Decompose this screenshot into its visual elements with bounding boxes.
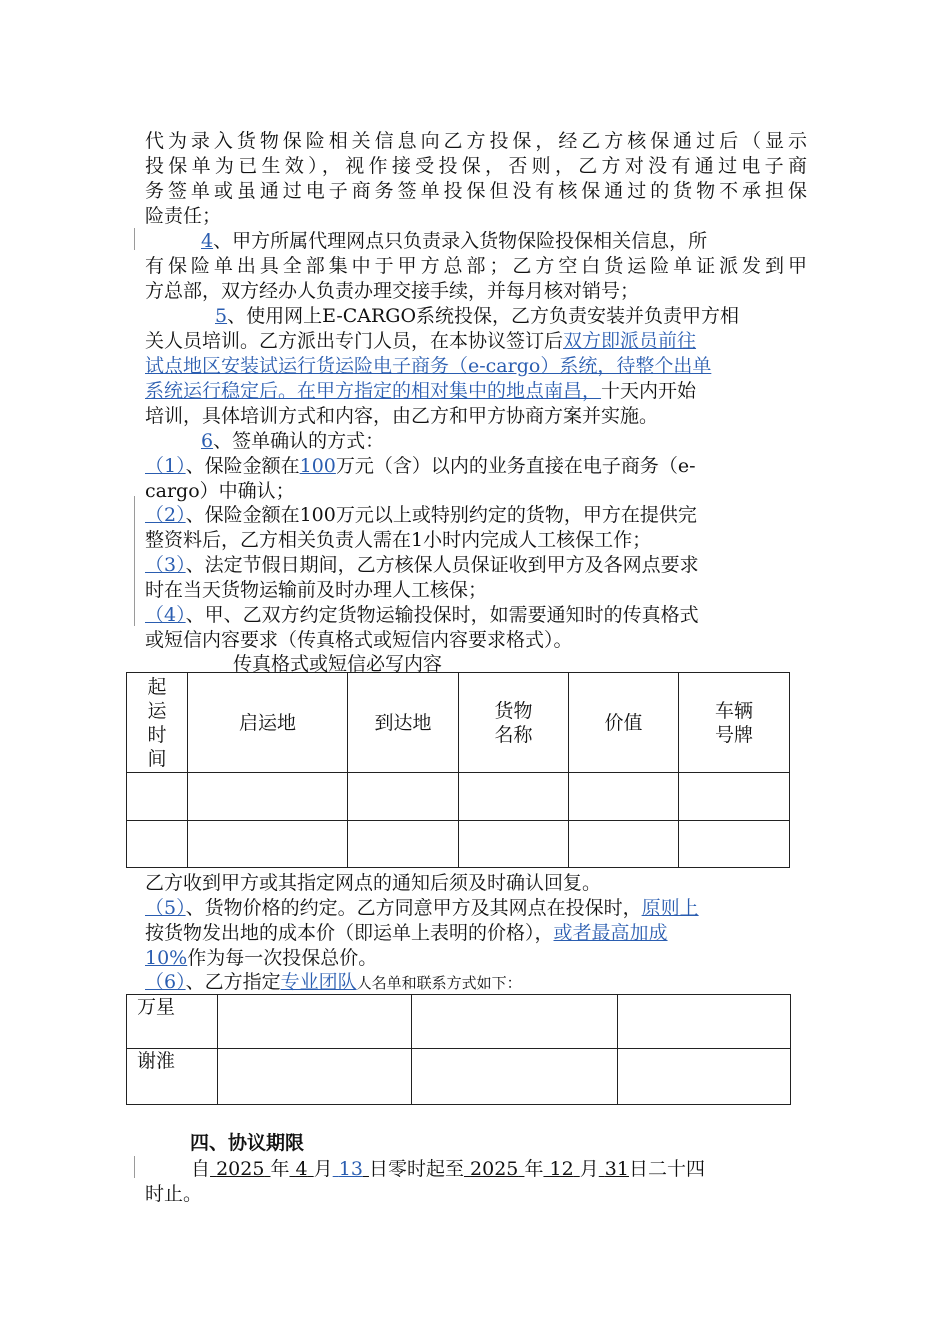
revised-text: 100 [299, 455, 336, 477]
sub-item-text: 按货物发出地的成本价（即运单上表明的价格）， [145, 922, 554, 944]
sub-item-4-line [145, 603, 807, 627]
sub-item-text: 人名单和联系方式如下： [356, 974, 522, 992]
table-cell [412, 1049, 618, 1105]
para-line: 投保单为已生效），视作接受投保，否则，乙方对没有通过电子商 [145, 155, 807, 177]
sub-item-number: （2） [145, 504, 186, 526]
header-cell: 启运地 [188, 673, 348, 773]
clause-5-number: 5 [215, 305, 228, 327]
term-text: 年 [270, 1158, 290, 1180]
term-line: 时止。 [145, 1183, 203, 1205]
sub-item-2-line: 整资料后，乙方相关负责人需在1小时内完成人工核保工作； [145, 529, 652, 551]
table-cell [679, 821, 790, 868]
sub-item-6-line [145, 970, 807, 995]
clause-5-text: 十天内开始 [601, 380, 697, 402]
header-cell: 货物名称 [459, 673, 569, 773]
clause-5-line: 培训，具体培训方式和内容，由乙方和甲方协商方案并实施。 [145, 405, 659, 427]
clause-4-text: 、甲方所属代理网点只负责录入货物保险投保相关信息，所 [213, 230, 708, 252]
para-line: 代为录入货物保险相关信息向乙方投保，经乙方核保通过后（显示 [145, 130, 807, 152]
table-cell [618, 995, 791, 1049]
start-year: 2025 [216, 1158, 265, 1180]
table-header-row [127, 673, 790, 773]
sub-item-number: （4） [145, 604, 186, 626]
clause-5-text: 关人员培训。乙方派出专门人员，在本协议签订后 [145, 330, 564, 352]
header-cell: 车辆号牌 [679, 673, 790, 773]
revision-bar [134, 496, 135, 626]
para-line: 务签单或虽通过电子商务签单投保但没有核保通过的货物不承担保 [145, 180, 807, 202]
sub-item-text: 万元（含）以内的业务直接在电子商务（e- [335, 455, 696, 477]
para-line: 险责任； [145, 205, 222, 227]
term-line [145, 1157, 807, 1181]
team-contact-table [126, 994, 791, 1105]
table-cell [348, 773, 459, 821]
term-text: 月 [579, 1158, 599, 1180]
after-fax-text: 乙方收到甲方或其指定网点的通知后须及时确认回复。 [145, 872, 602, 894]
term-text: 日零时起至 [368, 1158, 464, 1180]
clause-6-text: 、签单确认的方式： [213, 430, 385, 452]
sub-item-text: 、保险金额在 [185, 455, 300, 477]
revised-text: 系统运行稳定后。在甲方指定的相对集中的地点南昌， [145, 380, 602, 402]
sub-item-5-line [145, 946, 807, 970]
revised-text: 专业团队 [280, 971, 357, 993]
sub-item-number: （3） [145, 554, 186, 576]
table-row [127, 1049, 791, 1105]
table-cell [348, 821, 459, 868]
revised-text: 10% [145, 947, 188, 969]
revised-text: 或者最高加成 [553, 922, 668, 944]
start-month: 4 [295, 1158, 308, 1180]
sub-item-text: 作为每一次投保总价。 [187, 947, 378, 969]
clause-5-line [145, 304, 807, 328]
sub-item-text: 、乙方指定 [185, 971, 281, 993]
table-cell [218, 995, 412, 1049]
table-cell [188, 773, 348, 821]
end-day: 31 [604, 1158, 629, 1180]
clause-5-line [145, 379, 807, 403]
term-text: 自 [191, 1158, 211, 1180]
header-cell: 到达地 [348, 673, 459, 773]
sub-item-4-line: 或短信内容要求（传真格式或短信内容要求格式）。 [145, 629, 573, 651]
table-row [127, 773, 790, 821]
table-cell [218, 1049, 412, 1105]
table-cell [569, 821, 679, 868]
sub-item-1-line: cargo）中确认； [145, 480, 295, 502]
clause-6-number: 6 [201, 430, 214, 452]
table-cell [412, 995, 618, 1049]
header-cell: 起运时间 [127, 673, 188, 773]
revision-bar [134, 1156, 135, 1178]
team-member-name: 谢淮 [127, 1049, 218, 1105]
term-text: 月 [313, 1158, 333, 1180]
clause-4-number: 4 [201, 230, 214, 252]
table-cell [459, 821, 569, 868]
header-cell: 价值 [569, 673, 679, 773]
sub-item-number: （6） [145, 971, 186, 993]
fax-format-table [126, 672, 790, 868]
start-day: 13 [338, 1158, 363, 1180]
revision-bar [134, 228, 135, 250]
table-cell [569, 773, 679, 821]
sub-item-3-line: 时在当天货物运输前及时办理人工核保； [145, 579, 488, 601]
fax-table-caption: 传真格式或短信必写内容 [233, 653, 443, 675]
revised-text: 原则上 [641, 897, 699, 919]
sub-item-1-line [145, 454, 807, 478]
sub-item-number: （5） [145, 897, 186, 919]
clause-5-line [145, 329, 807, 353]
end-month: 12 [549, 1158, 574, 1180]
sub-item-text: 、甲、乙双方约定货物运输投保时，如需要通知时的传真格式 [185, 604, 699, 626]
clause-6-line [145, 429, 807, 453]
sub-item-2-line [145, 503, 807, 527]
clause-5-text: 、使用网上E-CARGO系统投保，乙方负责安装并负责甲方相 [227, 305, 740, 327]
table-cell [127, 821, 188, 868]
table-cell [459, 773, 569, 821]
sub-item-text: 、法定节假日期间，乙方核保人员保证收到甲方及各网点要求 [185, 554, 699, 576]
sub-item-text: 、保险金额在100万元以上或特别约定的货物，甲方在提供完 [185, 504, 697, 526]
sub-item-5-line [145, 896, 807, 920]
revised-text: 试点地区安装试运行货运险电子商务（e-cargo）系统，待整个出单 [145, 355, 712, 377]
sub-item-3-line [145, 553, 807, 577]
term-text: 年 [524, 1158, 544, 1180]
sub-item-text: 、货物价格的约定。乙方同意甲方及其网点在投保时， [185, 897, 642, 919]
team-member-name: 万星 [127, 995, 218, 1049]
clause-4-line [145, 229, 807, 253]
term-text: 日二十四 [628, 1158, 705, 1180]
clause-4-line: 方总部，双方经办人负责办理交接手续，并每月核对销号； [145, 280, 640, 302]
table-row [127, 995, 791, 1049]
sub-item-5-line [145, 921, 807, 945]
section-heading: 四、协议期限 [190, 1132, 305, 1154]
clause-4-line: 有保险单出具全部集中于甲方总部；乙方空白货运险单证派发到甲 [145, 255, 807, 277]
table-cell [679, 773, 790, 821]
sub-item-number: （1） [145, 455, 186, 477]
table-cell [127, 773, 188, 821]
revised-text: 双方即派员前往 [563, 330, 697, 352]
table-cell [188, 821, 348, 868]
table-row [127, 821, 790, 868]
table-cell [618, 1049, 791, 1105]
end-year: 2025 [470, 1158, 519, 1180]
